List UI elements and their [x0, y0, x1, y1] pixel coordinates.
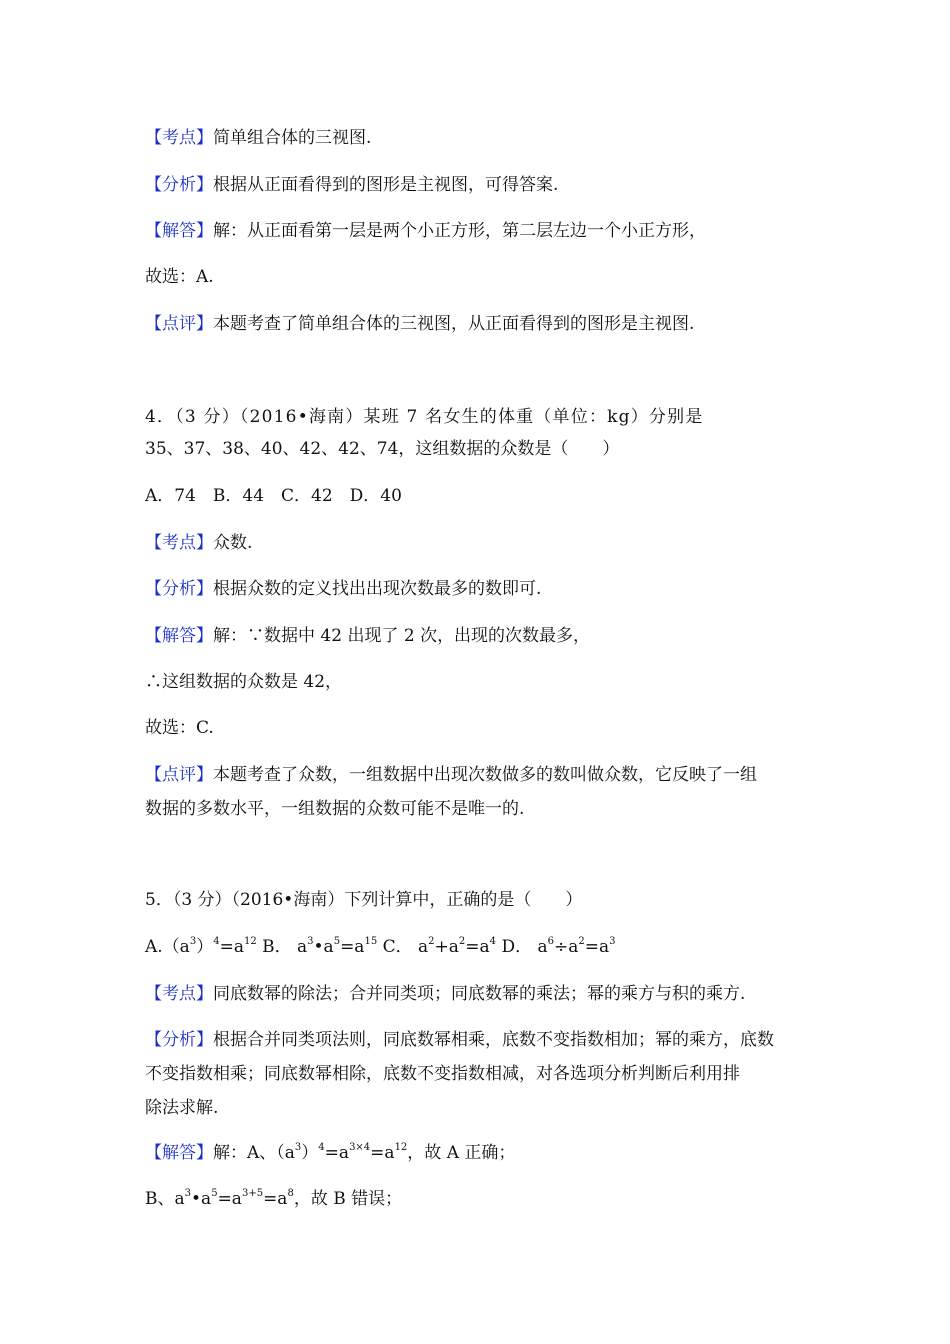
q4-answer: 故选：C.	[145, 718, 214, 738]
q5-jieda: 【解答】解：A、$(a^3)^4=a^{3\times 4}=a^{12}$，故 A 正确；	[145, 1142, 516, 1163]
q4-dianping-line2: 数据的多数水平，一组数据的众数可能不是唯一的.	[145, 799, 525, 819]
q3-answer: 故选：A.	[145, 267, 214, 287]
jieda-text: 解：∵数据中 42 出现了 2 次，出现的次数最多，	[213, 626, 591, 646]
q4-stem-line2: 35、37、38、40、42、42、74，这组数据的众数是（ ）	[145, 439, 620, 459]
kaodian-text: 简单组合体的三视图.	[213, 128, 372, 148]
kaodian-text: 同底数幂的除法；合并同类项；同底数幂的乘法；幂的乘方与积的乘方.	[213, 984, 746, 1004]
q4-kaodian	[145, 531, 252, 555]
q4-stem-line1: 4．（3 分）（2016•海南）某班 7 名女生的体重（单位：kg）分别是	[145, 407, 704, 427]
q5-jieda-line2: B、$a^3•a^5=a^{3+5}=a^8$，故 B 错误；	[145, 1188, 403, 1209]
kaodian-tag: 【考点】	[145, 533, 213, 553]
fenxi-tag: 【分析】	[145, 1030, 213, 1050]
q3-fenxi	[145, 173, 558, 197]
q4-jieda-line2: ∴这组数据的众数是 42，	[145, 672, 343, 692]
q3-kaodian	[145, 126, 371, 150]
q5-stem: 5．（3 分）（2016•海南）下列计算中，正确的是（ ）	[145, 890, 583, 910]
jieda-tag: 【解答】	[145, 1143, 213, 1163]
dianping-text: 本题考查了众数，一组数据中出现次数做多的数叫做众数，它反映了一组	[213, 765, 757, 785]
q4-fenxi	[145, 577, 541, 601]
q5-options: $A.(a^3)^4=a^{12}$ B． $a^3•a^5=a^{15}$ C． $a^2+a^2=a^4$ D． $a^6\div a^2=a^3$	[145, 936, 616, 957]
dianping-tag: 【点评】	[145, 314, 213, 334]
fenxi-text: 根据众数的定义找出出现次数最多的数即可.	[213, 579, 542, 599]
fenxi-text-line1: 根据合并同类项法则，同底数幂相乘，底数不变指数相加；幂的乘方，底数	[213, 1030, 774, 1050]
q5-kaodian	[145, 982, 745, 1006]
jieda-tag: 【解答】	[145, 221, 213, 241]
q5-fenxi-line3: 除法求解.	[145, 1098, 219, 1118]
kaodian-text: 众数.	[213, 533, 253, 553]
q4-dianping	[145, 763, 757, 787]
q3-dianping	[145, 312, 694, 336]
q4-jieda	[145, 624, 590, 648]
jieda-text: 解：从正面看第一层是两个小正方形，第二层左边一个小正方形，	[213, 221, 706, 241]
dianping-text: 本题考查了简单组合体的三视图，从正面看得到的图形是主视图.	[213, 314, 695, 334]
jieda-tag: 【解答】	[145, 626, 213, 646]
q5-fenxi-line2: 不变指数相乘；同底数幂相除，底数不变指数相减，对各选项分析判断后利用排	[145, 1064, 740, 1084]
q4-options: A．74 B．44 C．42 D．40	[145, 486, 402, 506]
q5-fenxi	[145, 1028, 774, 1052]
fenxi-tag: 【分析】	[145, 175, 213, 195]
q3-jieda	[145, 219, 706, 243]
fenxi-text: 根据从正面看得到的图形是主视图，可得答案.	[213, 175, 559, 195]
kaodian-tag: 【考点】	[145, 984, 213, 1004]
kaodian-tag: 【考点】	[145, 128, 213, 148]
dianping-tag: 【点评】	[145, 765, 213, 785]
fenxi-tag: 【分析】	[145, 579, 213, 599]
